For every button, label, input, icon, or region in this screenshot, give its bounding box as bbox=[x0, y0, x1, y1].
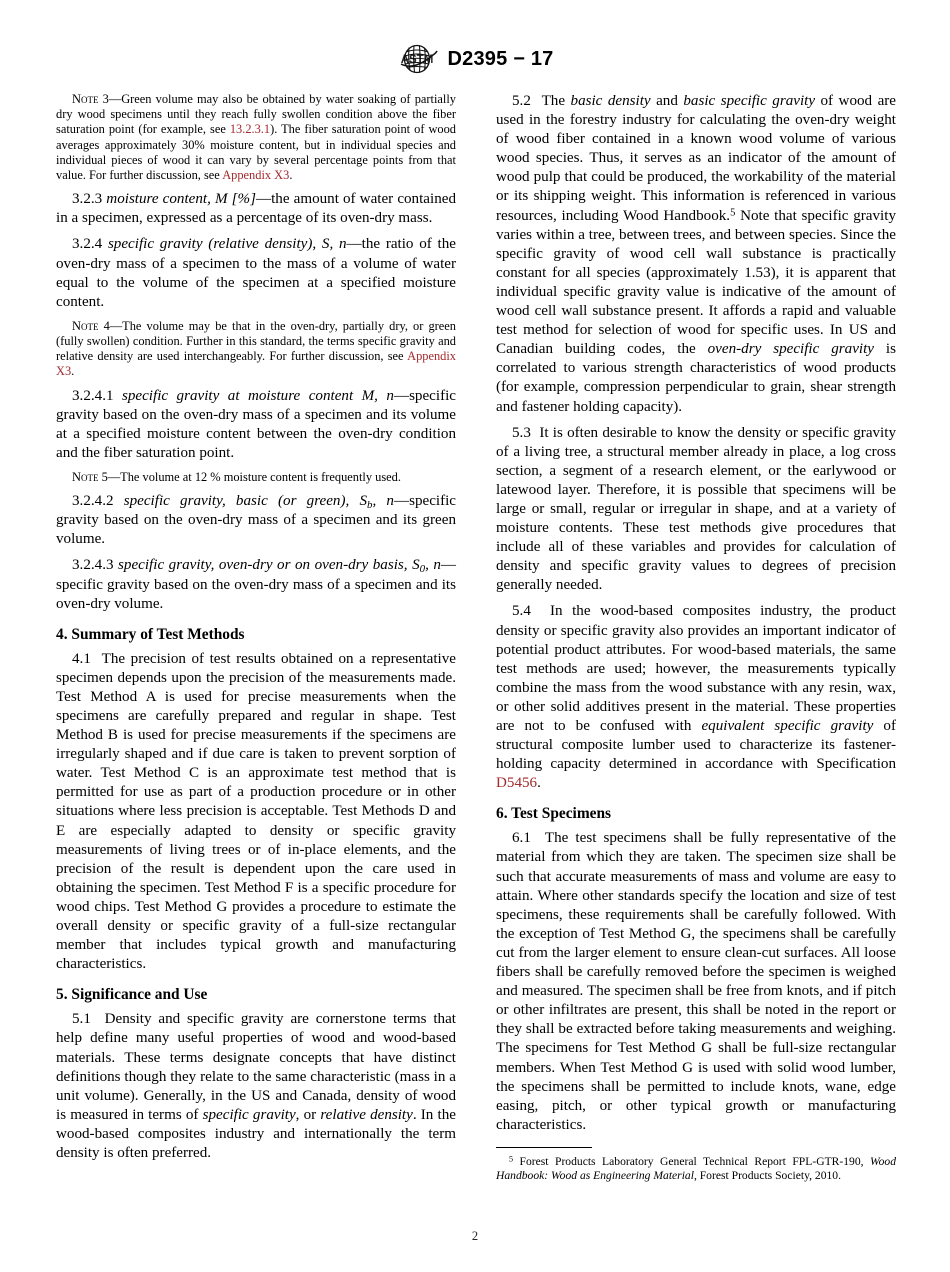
section-5-1-italic-1: specific gravity bbox=[202, 1106, 296, 1123]
section-3-2-4-3-term bbox=[118, 557, 441, 576]
section-3-2-4-2 bbox=[56, 492, 456, 549]
note-4-number: 4 bbox=[103, 318, 110, 333]
note-3-text-2: ). The fiber saturation point of wood averages approximately 30% moisture content, but in individual species and individual pieces of wood it can vary by several percentage points from that value. For further discussion, see bbox=[56, 122, 456, 183]
section-5-2-italic-2: basic specific gravity bbox=[683, 93, 816, 109]
section-5-2-text-2: and bbox=[650, 93, 684, 109]
footnote-5-text-2: , Forest Products Society, 2010. bbox=[693, 1169, 841, 1183]
section-5-1-italic-2: relative density bbox=[320, 1106, 413, 1123]
note-4-text-1: —The volume may be that in the oven-dry, partially dry, or green (fully swollen) condition. Further in this standard, the terms specific gravity and relative density are used interchangeably. For further discussion, see bbox=[56, 318, 456, 364]
section-5-4-text-1: In the wood-based composites industry, the product density or specific gravity also provides an important indicator of potential product attributes. For wood-based materials, the same test methods are used; however, the measurements typically combine the mass from the wood substance with any resin, wax, or other solid additives present in the material. These properties are not to be confused with bbox=[496, 603, 896, 734]
section-3-2-4-text: —the ratio of the oven-dry mass of a specimen to the mass of a volume of water equal to the volume of the specimen at a specified moisture content. bbox=[56, 236, 456, 310]
section-3-2-4 bbox=[56, 235, 456, 311]
section-3-2-3-number: 3.2.3 bbox=[72, 191, 103, 208]
note-4 bbox=[56, 319, 456, 380]
footnote-block bbox=[496, 1147, 896, 1184]
note-5 bbox=[56, 470, 456, 485]
link-d5456[interactable]: D5456 bbox=[496, 775, 538, 792]
section-5-1-text-2: , or bbox=[295, 1106, 321, 1123]
note-5-label: Note bbox=[72, 469, 99, 484]
section-3-2-4-3-text: —specific gravity based on the oven-dry mass of a specimen and its oven-dry volume. bbox=[56, 557, 457, 612]
left-column bbox=[56, 92, 456, 1184]
footnote-5-text-1: Forest Products Laboratory General Technical Report FPL-GTR-190, bbox=[513, 1154, 871, 1168]
section-3-2-4-2-term bbox=[123, 493, 394, 512]
note-3 bbox=[56, 92, 456, 183]
svg-text:ASTM: ASTM bbox=[400, 54, 433, 66]
section-3-2-4-2-subscript: b bbox=[367, 499, 373, 512]
section-5-4 bbox=[496, 602, 896, 793]
section-5-3-text: It is often desirable to know the density or specific gravity of a living tree, a structural member already in place, a log cross section, a segment of a research element, or the earlywood or latewood layer. Therefore, it is possible that specimens will be large or small, regular or irregular in shape, and at a variety of moisture contents. These test methods give procedures that include all of these variables and provides for calculation of density and specific gravity values to degrees of precision generally needed. bbox=[496, 424, 896, 594]
section-5-4-number: 5.4 bbox=[512, 603, 531, 620]
heading-section-5: 5. Significance and Use bbox=[56, 986, 208, 1004]
section-3-2-4-2-number: 3.2.4.2 bbox=[72, 493, 114, 510]
heading-section-4: 4. Summary of Test Methods bbox=[56, 625, 245, 643]
section-4-1-number: 4.1 bbox=[72, 650, 91, 667]
section-3-2-4-3-term-1: specific gravity, oven-dry or on oven-dry basis, S bbox=[118, 557, 420, 574]
right-column bbox=[496, 92, 896, 1184]
section-3-2-4-3-number: 3.2.4.3 bbox=[72, 557, 114, 574]
page-header bbox=[0, 44, 950, 74]
section-3-2-4-3-subscript: 0 bbox=[419, 563, 426, 576]
section-3-2-4-1 bbox=[56, 387, 456, 463]
section-3-2-4-1-text: —specific gravity based on the oven-dry mass of a specimen and its volume at a specified moisture content between the oven-dry condition and the fiber saturation point. bbox=[56, 387, 456, 461]
two-column-body bbox=[56, 92, 896, 1184]
section-5-2-text-3: of wood are used in the forestry industry for calculating the oven-dry weight of wood fiber contained in a known wood volume of various wood species. Thus, it serves as an indicator of the amount of wood pulp that could be produced, the workability of the material or its shipping weight. This information is referenced in various resources, including Wood Handbook. bbox=[496, 93, 896, 224]
section-5-3 bbox=[496, 424, 896, 596]
section-5-2-text-1: The bbox=[541, 93, 571, 109]
section-4-1-text: The precision of test results obtained on a representative specimen depends upon the precision of the measurements made. Test Method A is used for precise measurements when the specimens are carefully prepared and regular in shape. Test Method B is used for precise measurements if the specimens are irregularly shaped and if due care is taken to prevent sorption of water. Test Method C is an approximate test method that is permitted for use as part of a production procedure or in other situations where less precision is acceptable. Test Methods D and E are especially adapted to density or specific gravity measurements of living trees or of in-place elements, and the precision of the result is dependent upon the care used in obtaining the specimen. Test Method F is a specific procedure for wood chips. Test Method G provides a procedure to estimate the overall density or specific gravity of a full-size rectangular member that includes typical growth and manufacturing characteristics. bbox=[56, 650, 456, 973]
section-3-2-4-1-term: specific gravity at moisture content M, n bbox=[121, 387, 394, 404]
footnote-5 bbox=[496, 1155, 896, 1184]
heading-section-6: 6. Test Specimens bbox=[496, 805, 612, 823]
section-3-2-4-1-number: 3.2.4.1 bbox=[72, 387, 114, 404]
note-4-text-2: . bbox=[71, 364, 75, 379]
footnote-separator-rule bbox=[496, 1147, 592, 1148]
footnote-5-italic-title: Wood Handbook: Wood as Engineering Material bbox=[496, 1154, 896, 1183]
standard-designation: D2395 − 17 bbox=[447, 47, 554, 70]
section-5-1-text-1: Density and specific gravity are cornerstone terms that help define many useful properties of wood and wood-based materials. These terms designate concepts that have distinct definitions though they relate to the same characteristic (mass in a unit volume). Generally, in the US and Canada, density of wood is measured in terms of bbox=[56, 1011, 456, 1123]
section-5-2-number: 5.2 bbox=[512, 93, 531, 109]
link-13-2-3-1[interactable]: 13.2.3.1 bbox=[229, 122, 271, 137]
section-5-1-number: 5.1 bbox=[72, 1011, 91, 1028]
link-appendix-x3-note4[interactable]: Appendix X3 bbox=[56, 349, 456, 379]
note-3-label: Note bbox=[72, 92, 99, 106]
section-5-2-italic-1: basic density bbox=[570, 93, 651, 109]
section-3-2-4-2-term-2: , n bbox=[372, 493, 394, 510]
section-5-2-italic-3: oven-dry specific gravity bbox=[707, 341, 874, 358]
section-3-2-3 bbox=[56, 190, 456, 228]
section-5-1-text-3: . In the wood-based composites industry and internationally the term density is often preferred. bbox=[56, 1106, 456, 1161]
section-3-2-4-2-text: —specific gravity based on the oven-dry mass of a specimen and its green volume. bbox=[56, 493, 457, 548]
note-3-number: 3 bbox=[102, 92, 109, 106]
note-4-label: Note bbox=[72, 318, 99, 333]
section-5-1 bbox=[56, 1010, 456, 1163]
section-5-2-text-4: Note that specific gravity varies within a tree, between trees, and between species. Since the specific gravity of wood cell wall substance is practically constant for all species (approximately 1.53), it is apparent that individual specific gravity value is indicative of the amount of wood cell wall substance present. It affords a rapid and valuable test method for selection of wood for specific uses. In US and Canadian building codes, the bbox=[496, 207, 896, 358]
page-number: 2 bbox=[471, 1229, 479, 1243]
note-5-number: 5 bbox=[101, 469, 108, 484]
section-5-4-text-3: . bbox=[537, 775, 541, 792]
section-3-2-4-3 bbox=[56, 556, 456, 613]
section-6-1-text: The test specimens shall be fully representative of the material from which they are taken. The specimen size shall be such that accurate measurements of mass and volume are easy to attain. Where other standards specify the location and size of test specimens, these requirements shall be carefully followed. With the exception of Test Method G, the specimens shall be carefully cut from the larger element to ensure clean-cut surfaces. All loose fibers shall be carefully removed before the specimen is weighed and measured. The specimen shall be free from knots, and if pitch or other infiltrates are present, this shall be noted in the report or they shall be extracted before taking measurements and weighing. The specimens for Test Method G shall be full-size rectangular members. When Test Method G is used with solid wood lumber, the specimens shall be permitted to include knots, wane, edge easing, pitch, or other typical growth or manufacturing characteristics. bbox=[496, 830, 896, 1133]
astm-logo-icon bbox=[397, 44, 439, 74]
section-3-2-3-term: moisture content, M [%] bbox=[106, 191, 256, 208]
section-5-2-text-5: is correlated to various strength characteristics of wood products (for example, compression perpendicular to grain, shear strength and fastener holding capacity). bbox=[496, 341, 896, 415]
note-3-text-3: . bbox=[289, 168, 293, 183]
note-5-text: —The volume at 12 % moisture content is frequently used. bbox=[107, 469, 401, 484]
link-appendix-x3[interactable]: Appendix X3 bbox=[222, 168, 290, 183]
section-3-2-4-2-term-1: specific gravity, basic (or green), S bbox=[123, 493, 368, 510]
footnote-5-marker: 5 bbox=[509, 1154, 514, 1164]
note-3-text-1: —Green volume may also be obtained by water soaking of partially dry wood specimens until they reach fully swollen condition above the fiber saturation point (for example, see bbox=[56, 92, 456, 137]
section-3-2-4-term: specific gravity (relative density), S, n bbox=[107, 236, 347, 253]
section-4-1 bbox=[56, 650, 456, 975]
section-5-4-text-2: of structural composite lumber used to characterize its fastener-holding capacity determined in accordance with Specification bbox=[496, 718, 896, 773]
section-5-4-italic-1: equivalent specific gravity bbox=[701, 718, 874, 734]
footnote-marker-5[interactable]: 5 bbox=[730, 206, 736, 218]
section-3-2-3-text: —the amount of water contained in a specimen, expressed as a percentage of its oven-dry mass. bbox=[56, 191, 456, 227]
section-5-3-number: 5.3 bbox=[512, 424, 531, 441]
section-6-1 bbox=[496, 829, 896, 1135]
section-6-1-number: 6.1 bbox=[512, 830, 531, 847]
section-3-2-4-3-term-2: , n bbox=[425, 557, 441, 574]
section-5-2 bbox=[496, 92, 896, 417]
section-3-2-4-number: 3.2.4 bbox=[72, 236, 103, 253]
